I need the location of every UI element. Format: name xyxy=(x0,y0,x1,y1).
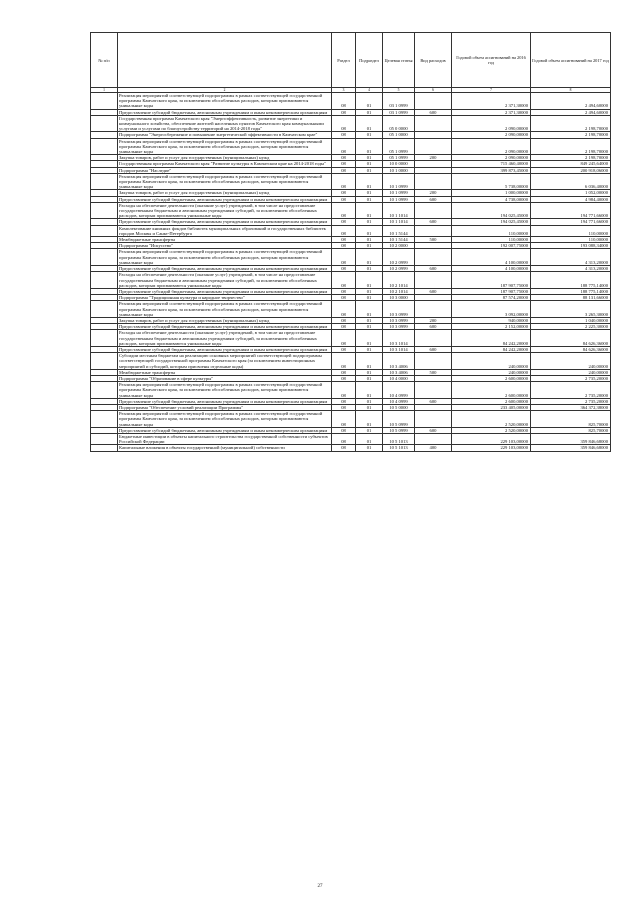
colnum: 4 xyxy=(356,88,383,93)
row-section: 08 xyxy=(332,301,356,318)
row-num xyxy=(91,173,118,190)
row-subsection: 01 xyxy=(356,369,383,375)
header-2016: Годовой объем ассигнований на 2016 год xyxy=(452,33,531,88)
row-target: 10 4 0999 xyxy=(383,382,415,399)
row-subsection: 01 xyxy=(356,237,383,243)
row-num xyxy=(91,138,118,155)
row-2016: 3 092,00000 xyxy=(452,301,531,318)
row-2016: 2 600,00000 xyxy=(452,375,531,381)
row-name: Бюджетные инвестиции в объекты капитального строительства государственной собственности субъектов Российской Федерации xyxy=(118,433,332,444)
row-subsection: 01 xyxy=(356,243,383,249)
row-2016: 2 152,00000 xyxy=(452,324,531,330)
table-row xyxy=(91,202,611,219)
row-2017: 2 494,60000 xyxy=(531,93,611,110)
row-section: 08 xyxy=(332,196,356,202)
colnum: 8 xyxy=(531,88,611,93)
row-name: Субсидии местным бюджетам на реализацию основных мероприятий соответствующей подпрограммы соответствующей государственной программы Камчатского края (за исключением инвестиционных мероприятий и субсидий, которым присвоены отдельные коды) xyxy=(118,353,332,370)
row-2017: 84 626,36000 xyxy=(531,346,611,352)
row-subsection: 01 xyxy=(356,398,383,404)
row-subsection: 01 xyxy=(356,330,383,347)
row-name: Предоставление субсидий бюджетным, автономным учреждениям и иным некоммерческим организациям xyxy=(118,427,332,433)
row-target: 05 1 0000 xyxy=(383,132,415,138)
row-num xyxy=(91,330,118,347)
row-subsection: 01 xyxy=(356,317,383,323)
row-2016: 2 520,00000 xyxy=(452,411,531,428)
row-2016: 84 242,20000 xyxy=(452,346,531,352)
row-name: Предоставление субсидий бюджетным, автономным учреждениям и иным некоммерческим организациям xyxy=(118,346,332,352)
table-row xyxy=(91,138,611,155)
row-name: Государственная программа Камчатского края "Развитие культуры в Камчатском крае на 2014-2018 годы" xyxy=(118,161,332,167)
row-name: Реализация мероприятий соответствующей подпрограммы в рамках соответствующей государственной программы Камчатского края, за исключением обособленных расходов, которым присваиваются уникальные коды xyxy=(118,301,332,318)
row-num xyxy=(91,382,118,399)
row-exp-type xyxy=(415,353,452,370)
header-exp-type: Вид расходов xyxy=(415,33,452,88)
row-name: Государственная программа Камчатского края "Энергоэффективность, развитие энергетики и коммунального хозяйства, обеспечение жителей населенных пунктов Камчатского края коммунальными услугами и услугами по благоустройству территорий на 2014-2018 годы" xyxy=(118,115,332,132)
row-target: 10 1 1014 xyxy=(383,202,415,219)
row-subsection: 01 xyxy=(356,445,383,451)
row-exp-type: 600 xyxy=(415,266,452,272)
row-2017: 2 735,20000 xyxy=(531,398,611,404)
row-exp-type: 200 xyxy=(415,317,452,323)
row-section: 08 xyxy=(332,382,356,399)
row-target: 10 3 1014 xyxy=(383,330,415,347)
row-section: 08 xyxy=(332,353,356,370)
row-2016: 229 103,00000 xyxy=(452,433,531,444)
row-target: 10 2 1014 xyxy=(383,272,415,289)
row-2017: 4 313,20000 xyxy=(531,249,611,266)
row-subsection: 01 xyxy=(356,324,383,330)
row-section: 08 xyxy=(332,272,356,289)
row-subsection: 01 xyxy=(356,433,383,444)
row-target: 10 1 0999 xyxy=(383,173,415,190)
row-name: Подпрограмма "Искусство" xyxy=(118,243,332,249)
row-subsection: 01 xyxy=(356,353,383,370)
row-2017: 2 735,20000 xyxy=(531,382,611,399)
row-exp-type xyxy=(415,330,452,347)
page-number: 27 xyxy=(317,884,323,889)
row-2016: 2 600,00000 xyxy=(452,398,531,404)
table-row xyxy=(91,330,611,347)
row-section: 08 xyxy=(332,161,356,167)
row-name: Расходы на обеспечение деятельности (оказание услуг) учреждений, в том числе на предоставление государственным бюджетным и автономным учреждениям субсидий, за исключением обособленных расходов, которым присваиваются уникальные коды xyxy=(118,202,332,219)
row-section: 08 xyxy=(332,225,356,236)
row-section: 08 xyxy=(332,445,356,451)
row-2017: 6 036,40000 xyxy=(531,173,611,190)
row-num xyxy=(91,353,118,370)
row-2017: 194 771,66000 xyxy=(531,219,611,225)
row-subsection: 01 xyxy=(356,155,383,161)
row-num xyxy=(91,445,118,451)
row-name: Межбюджетные трансферты xyxy=(118,369,332,375)
table-row xyxy=(91,445,611,451)
row-name: Предоставление субсидий бюджетным, автономным учреждениям и иным некоммерческим организациям xyxy=(118,196,332,202)
row-exp-type: 400 xyxy=(415,445,452,451)
row-name: Предоставление субсидий бюджетным, автономным учреждениям и иным некоммерческим организациям xyxy=(118,324,332,330)
header-section: Раздел xyxy=(332,33,356,88)
row-target: 10 5 0999 xyxy=(383,411,415,428)
row-target: 10 1 1014 xyxy=(383,219,415,225)
row-subsection: 01 xyxy=(356,202,383,219)
row-target: 10 3 0000 xyxy=(383,295,415,301)
row-section: 08 xyxy=(332,237,356,243)
row-subsection: 01 xyxy=(356,219,383,225)
table-row xyxy=(91,93,611,110)
row-section: 08 xyxy=(332,317,356,323)
row-section: 08 xyxy=(332,138,356,155)
row-2017: 1 052,00000 xyxy=(531,190,611,196)
row-2016: 187 907,75000 xyxy=(452,288,531,294)
row-section: 08 xyxy=(332,346,356,352)
row-exp-type: 600 xyxy=(415,346,452,352)
row-num xyxy=(91,301,118,318)
header-name xyxy=(118,33,332,88)
table-row xyxy=(91,411,611,428)
row-2016: 2 371,30000 xyxy=(452,93,531,110)
row-section: 08 xyxy=(332,411,356,428)
row-exp-type xyxy=(415,173,452,190)
row-2016: 84 242,20000 xyxy=(452,330,531,347)
row-exp-type: 500 xyxy=(415,369,452,375)
row-2016: 110,00000 xyxy=(452,237,531,243)
row-name: Предоставление субсидий бюджетным, автономным учреждениям и иным некоммерческим организациям xyxy=(118,398,332,404)
row-2017: 188 775,14000 xyxy=(531,272,611,289)
row-target: 10 5 0999 xyxy=(383,427,415,433)
row-subsection: 01 xyxy=(356,427,383,433)
row-exp-type xyxy=(415,301,452,318)
row-target: 05 1 0999 xyxy=(383,138,415,155)
row-2017: 364 372,38000 xyxy=(531,404,611,410)
row-2017: 3 265,30000 xyxy=(531,301,611,318)
row-subsection: 01 xyxy=(356,301,383,318)
row-subsection: 01 xyxy=(356,132,383,138)
row-target: 03 1 0999 xyxy=(383,109,415,115)
row-2016: 2 090,00000 xyxy=(452,115,531,132)
row-2016: 240,00000 xyxy=(452,353,531,370)
header-subsection: Подраздел xyxy=(356,33,383,88)
row-name: Расходы на обеспечение деятельности (оказание услуг) учреждений, в том числе на предоставление государственным бюджетным и автономным учреждениям субсидий, за исключением обособленных расходов, которым присваиваются уникальные коды xyxy=(118,330,332,347)
row-num xyxy=(91,115,118,132)
row-target: 10 5 0000 xyxy=(383,404,415,410)
row-2017: 110,00000 xyxy=(531,237,611,243)
row-2016: 2 520,00000 xyxy=(452,427,531,433)
row-2017: 4 984,40000 xyxy=(531,196,611,202)
row-exp-type xyxy=(415,382,452,399)
row-exp-type: 600 xyxy=(415,288,452,294)
row-2017: 240,00000 xyxy=(531,369,611,375)
row-num xyxy=(91,93,118,110)
row-subsection: 01 xyxy=(356,266,383,272)
row-name: Подпрограмма "Обеспечение условий реализации Программы" xyxy=(118,404,332,410)
row-subsection: 01 xyxy=(356,382,383,399)
row-name: Реализация мероприятий соответствующей подпрограммы в рамках соответствующей государственной программы Камчатского края, за исключением обособленных расходов, которым присваиваются уникальные коды xyxy=(118,138,332,155)
table-row xyxy=(91,353,611,370)
row-target: 10 1 0999 xyxy=(383,190,415,196)
colnum: 1 xyxy=(91,88,118,93)
row-section: 08 xyxy=(332,115,356,132)
row-exp-type: 500 xyxy=(415,237,452,243)
row-subsection: 01 xyxy=(356,167,383,173)
row-2017: 825,70000 xyxy=(531,411,611,428)
table-row xyxy=(91,382,611,399)
row-2017: 1 040,00000 xyxy=(531,317,611,323)
row-2017: 200 918,06000 xyxy=(531,167,611,173)
row-section: 08 xyxy=(332,433,356,444)
row-num xyxy=(91,411,118,428)
row-target: 10 3 0999 xyxy=(383,317,415,323)
row-exp-type xyxy=(415,249,452,266)
row-section: 08 xyxy=(332,398,356,404)
row-target: 10 3 4006 xyxy=(383,353,415,370)
row-subsection: 01 xyxy=(356,375,383,381)
row-subsection: 01 xyxy=(356,288,383,294)
row-name: Подпрограмма "Традиционная культура и народное творчество" xyxy=(118,295,332,301)
row-exp-type xyxy=(415,93,452,110)
row-exp-type xyxy=(415,411,452,428)
row-target: 10 1 0000 xyxy=(383,167,415,173)
row-name: Предоставление субсидий бюджетным, автономным учреждениям и иным некоммерческим организациям xyxy=(118,266,332,272)
row-target: 10 4 0000 xyxy=(383,375,415,381)
row-2017: 2 225,30000 xyxy=(531,324,611,330)
row-2016: 229 103,00000 xyxy=(452,445,531,451)
row-2016: 399 873,45000 xyxy=(452,167,531,173)
row-section: 08 xyxy=(332,132,356,138)
row-subsection: 01 xyxy=(356,249,383,266)
row-name: Межбюджетные трансферты xyxy=(118,237,332,243)
row-name: Предоставление субсидий бюджетным, автономным учреждениям и иным некоммерческим организациям xyxy=(118,109,332,115)
table-header xyxy=(91,33,611,93)
row-section: 08 xyxy=(332,427,356,433)
row-name: Закупка товаров, работ и услуг для государственных (муниципальных) нужд xyxy=(118,155,332,161)
row-target: 10 4 0999 xyxy=(383,398,415,404)
row-exp-type: 200 xyxy=(415,155,452,161)
row-name: Предоставление субсидий бюджетным, автономным учреждениям и иным некоммерческим организациям xyxy=(118,288,332,294)
row-2016: 187 907,75000 xyxy=(452,272,531,289)
row-2017: 240,00000 xyxy=(531,353,611,370)
table-row xyxy=(91,115,611,132)
row-target: 05 0 0000 xyxy=(383,115,415,132)
table-row xyxy=(91,173,611,190)
row-target: 10 3 0999 xyxy=(383,301,415,318)
table-row xyxy=(91,301,611,318)
row-2016: 715 460,40000 xyxy=(452,161,531,167)
row-2016: 4 100,00000 xyxy=(452,266,531,272)
row-num xyxy=(91,433,118,444)
row-subsection: 01 xyxy=(356,404,383,410)
row-subsection: 01 xyxy=(356,161,383,167)
row-exp-type xyxy=(415,202,452,219)
row-section: 08 xyxy=(332,288,356,294)
table-row xyxy=(91,249,611,266)
row-name: Расходы на обеспечение деятельности (оказание услуг) учреждений, в том числе на предоставление государственным бюджетным и автономным учреждениям субсидий, за исключением обособленных расходов, которым присваиваются уникальные коды xyxy=(118,272,332,289)
row-2016: 194 025,45000 xyxy=(452,202,531,219)
row-target: 10 2 1014 xyxy=(383,288,415,294)
row-exp-type: 600 xyxy=(415,398,452,404)
row-2016: 4 100,00000 xyxy=(452,249,531,266)
row-name: Реализация мероприятий соответствующей подпрограммы в рамках соответствующей государственной программы Камчатского края, за исключением обособленных расходов, которым присваиваются уникальные коды xyxy=(118,249,332,266)
row-subsection: 01 xyxy=(356,346,383,352)
row-2017: 359 846,68000 xyxy=(531,433,611,444)
row-subsection: 01 xyxy=(356,93,383,110)
header-2017: Годовой объем ассигнований на 2017 год xyxy=(531,33,611,88)
row-name: Закупка товаров, работ и услуг для государственных (муниципальных) нужд xyxy=(118,190,332,196)
row-2016: 110,00000 xyxy=(452,225,531,236)
row-target: 03 1 0999 xyxy=(383,93,415,110)
row-subsection: 01 xyxy=(356,272,383,289)
row-2016: 5 738,00000 xyxy=(452,173,531,190)
row-name: Капитальные вложения в объекты государственной (муниципальной) собственности xyxy=(118,445,332,451)
row-target: 10 2 0999 xyxy=(383,266,415,272)
row-section: 08 xyxy=(332,93,356,110)
row-name: Реализация мероприятий соответствующей подпрограммы в рамках соответствующей государственной программы Камчатского края, за исключением обособленных расходов, которым присваиваются уникальные коды xyxy=(118,411,332,428)
colnum: 6 xyxy=(415,88,452,93)
header-target: Целевая статья xyxy=(383,33,415,88)
row-2016: 2 371,30000 xyxy=(452,109,531,115)
row-section: 08 xyxy=(332,375,356,381)
row-2017: 2 198,70000 xyxy=(531,155,611,161)
colnum: 5 xyxy=(383,88,415,93)
row-exp-type xyxy=(415,115,452,132)
row-section: 08 xyxy=(332,404,356,410)
row-target: 10 3 1014 xyxy=(383,346,415,352)
table-row xyxy=(91,272,611,289)
row-2017: 193 088,34000 xyxy=(531,243,611,249)
colnum: 7 xyxy=(452,88,531,93)
row-target: 10 1 5144 xyxy=(383,237,415,243)
row-num xyxy=(91,249,118,266)
row-target: 10 2 0999 xyxy=(383,249,415,266)
row-2016: 240,00000 xyxy=(452,369,531,375)
row-2016: 2 090,00000 xyxy=(452,155,531,161)
row-subsection: 01 xyxy=(356,173,383,190)
row-2016: 194 025,45000 xyxy=(452,219,531,225)
header-num: № п/п xyxy=(91,33,118,88)
row-name: Закупка товаров, работ и услуг для государственных (муниципальных) нужд xyxy=(118,317,332,323)
row-exp-type: 600 xyxy=(415,324,452,330)
row-section: 08 xyxy=(332,369,356,375)
row-exp-type: 600 xyxy=(415,219,452,225)
row-name: Подпрограмма "Образование в сфере культуры" xyxy=(118,375,332,381)
row-2017: 84 626,36000 xyxy=(531,330,611,347)
row-2017: 359 846,68000 xyxy=(531,445,611,451)
table-row xyxy=(91,433,611,444)
row-name: Подпрограмма "Энергосбережение и повышение энергетической эффективности в Камчатском крае" xyxy=(118,132,332,138)
colnum: 3 xyxy=(332,88,356,93)
row-2017: 4 313,20000 xyxy=(531,266,611,272)
row-target: 10 5 1013 xyxy=(383,433,415,444)
row-target: 10 3 0999 xyxy=(383,324,415,330)
row-name: Реализация мероприятий соответствующей подпрограммы в рамках соответствующей государственной программы Камчатского края, за исключением обособленных расходов, которым присваиваются уникальные коды xyxy=(118,93,332,110)
row-exp-type xyxy=(415,433,452,444)
row-subsection: 01 xyxy=(356,225,383,236)
row-2016: 1 000,00000 xyxy=(452,190,531,196)
row-section: 08 xyxy=(332,109,356,115)
budget-table xyxy=(90,32,611,452)
row-2017: 2 494,60000 xyxy=(531,109,611,115)
row-2017: 194 771,66000 xyxy=(531,202,611,219)
row-2016: 940,00000 xyxy=(452,317,531,323)
budget-table-sheet xyxy=(90,32,610,452)
row-2017: 2 198,70000 xyxy=(531,115,611,132)
row-exp-type xyxy=(415,225,452,236)
table-row xyxy=(91,225,611,236)
row-2017: 825,70000 xyxy=(531,427,611,433)
row-2017: 110,00000 xyxy=(531,225,611,236)
row-2016: 2 600,00000 xyxy=(452,382,531,399)
row-2017: 2 735,20000 xyxy=(531,375,611,381)
row-target: 10 0 0000 xyxy=(383,161,415,167)
row-2017: 188 775,14000 xyxy=(531,288,611,294)
row-2017: 2 198,70000 xyxy=(531,138,611,155)
row-target: 10 3 4006 xyxy=(383,369,415,375)
row-subsection: 01 xyxy=(356,190,383,196)
row-2016: 4 738,00000 xyxy=(452,196,531,202)
row-2016: 2 090,00000 xyxy=(452,138,531,155)
row-subsection: 01 xyxy=(356,138,383,155)
row-section: 08 xyxy=(332,295,356,301)
row-name: Реализация мероприятий соответствующей подпрограммы в рамках соответствующей государственной программы Камчатского края, за исключением обособленных расходов, которым присваиваются уникальные коды xyxy=(118,173,332,190)
row-target: 10 2 0000 xyxy=(383,243,415,249)
row-exp-type xyxy=(415,138,452,155)
row-exp-type: 600 xyxy=(415,109,452,115)
row-section: 08 xyxy=(332,173,356,190)
row-name: Подпрограмма "Наследие" xyxy=(118,167,332,173)
row-2016: 2 090,00000 xyxy=(452,132,531,138)
row-num xyxy=(91,202,118,219)
row-2017: 88 131,66000 xyxy=(531,295,611,301)
row-target: 10 1 5144 xyxy=(383,225,415,236)
row-section: 08 xyxy=(332,202,356,219)
row-section: 08 xyxy=(332,167,356,173)
row-2017: 2 198,70000 xyxy=(531,132,611,138)
row-target: 10 5 1013 xyxy=(383,445,415,451)
row-section: 08 xyxy=(332,155,356,161)
row-subsection: 01 xyxy=(356,115,383,132)
row-section: 08 xyxy=(332,330,356,347)
row-2016: 87 574,20000 xyxy=(452,295,531,301)
row-subsection: 01 xyxy=(356,295,383,301)
colnum: 2 xyxy=(118,88,332,93)
table-body xyxy=(91,93,611,452)
row-target: 10 1 0999 xyxy=(383,196,415,202)
row-2017: 849 245,64000 xyxy=(531,161,611,167)
row-section: 08 xyxy=(332,249,356,266)
row-num xyxy=(91,272,118,289)
row-2016: 192 007,75000 xyxy=(452,243,531,249)
row-2016: 233 405,00000 xyxy=(452,404,531,410)
row-exp-type xyxy=(415,272,452,289)
row-section: 08 xyxy=(332,266,356,272)
row-section: 08 xyxy=(332,190,356,196)
row-name: Комплектование книжных фондов библиотек муниципальных образований и государственных библиотек городов Москвы и Санкт-Петербурга xyxy=(118,225,332,236)
row-section: 08 xyxy=(332,243,356,249)
row-name: Предоставление субсидий бюджетным, автономным учреждениям и иным некоммерческим организациям xyxy=(118,219,332,225)
row-subsection: 01 xyxy=(356,109,383,115)
row-exp-type: 600 xyxy=(415,427,452,433)
row-section: 08 xyxy=(332,324,356,330)
row-name: Реализация мероприятий соответствующей подпрограммы в рамках соответствующей государственной программы Камчатского края, за исключением обособленных расходов, которым присваиваются уникальные коды xyxy=(118,382,332,399)
row-exp-type: 600 xyxy=(415,196,452,202)
row-exp-type: 200 xyxy=(415,190,452,196)
row-section: 08 xyxy=(332,219,356,225)
row-num xyxy=(91,225,118,236)
row-target: 05 1 0999 xyxy=(383,155,415,161)
row-subsection: 01 xyxy=(356,196,383,202)
row-subsection: 01 xyxy=(356,411,383,428)
